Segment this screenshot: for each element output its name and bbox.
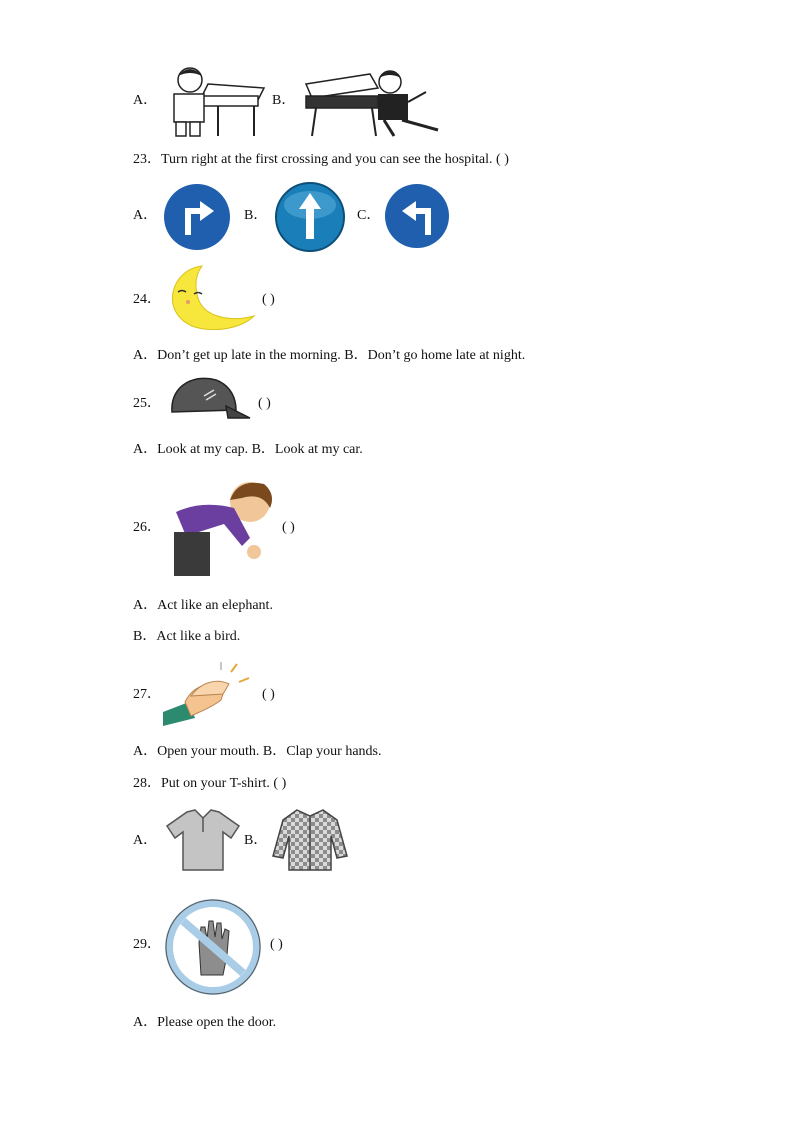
question-29-option-a: A．Please open the door. — [133, 1015, 277, 1030]
question-27-blank: ( ) — [262, 687, 275, 702]
boy-under-desk-picture — [298, 68, 446, 138]
question-29-number: 29． — [133, 937, 161, 952]
question-24-number: 24． — [133, 292, 161, 307]
question-27-options: A．Open your mouth. B．Clap your hands. — [133, 744, 382, 759]
question-25-options: A．Look at my cap. B．Look at my car. — [133, 442, 363, 457]
question-26-blank: ( ) — [282, 520, 295, 535]
q22-option-b-label: B． — [272, 93, 296, 108]
turn-right-sign-icon — [162, 183, 232, 251]
question-29-blank: ( ) — [270, 937, 283, 952]
tshirt-picture — [165, 808, 241, 872]
question-26-option-b: B．Act like a bird. — [133, 629, 241, 644]
question-28-text: 28．Put on your T-shirt. ( ) — [133, 776, 287, 791]
question-23-text: 23．Turn right at the first crossing and you can see the hospital. ( ) — [133, 152, 509, 167]
q23-option-a-label: A． — [133, 208, 158, 223]
q23-option-c-label: C． — [357, 208, 381, 223]
turn-left-sign-icon — [384, 183, 450, 249]
question-26-option-a: A．Act like an elephant. — [133, 598, 273, 613]
q22-option-a-label: A． — [133, 93, 158, 108]
clapping-hands-picture — [163, 662, 253, 726]
question-25-blank: ( ) — [258, 396, 271, 411]
question-25-number: 25． — [133, 396, 161, 411]
q28-option-b-label: B． — [244, 833, 268, 848]
q28-option-a-label: A． — [133, 833, 158, 848]
jacket-picture — [271, 806, 349, 872]
no-touching-sign-icon — [165, 899, 261, 995]
question-24-blank: ( ) — [262, 292, 275, 307]
question-27-number: 27． — [133, 687, 161, 702]
cap-picture — [166, 374, 252, 424]
go-straight-sign-icon — [274, 181, 346, 253]
q23-option-b-label: B． — [244, 208, 268, 223]
question-24-options: A．Don’t get up late in the morning. B．Don’t go home late at night. — [133, 348, 526, 363]
bending-boy-picture — [172, 478, 278, 578]
question-26-number: 26． — [133, 520, 161, 535]
moon-picture — [162, 264, 256, 330]
boy-beside-desk-picture — [160, 64, 268, 138]
